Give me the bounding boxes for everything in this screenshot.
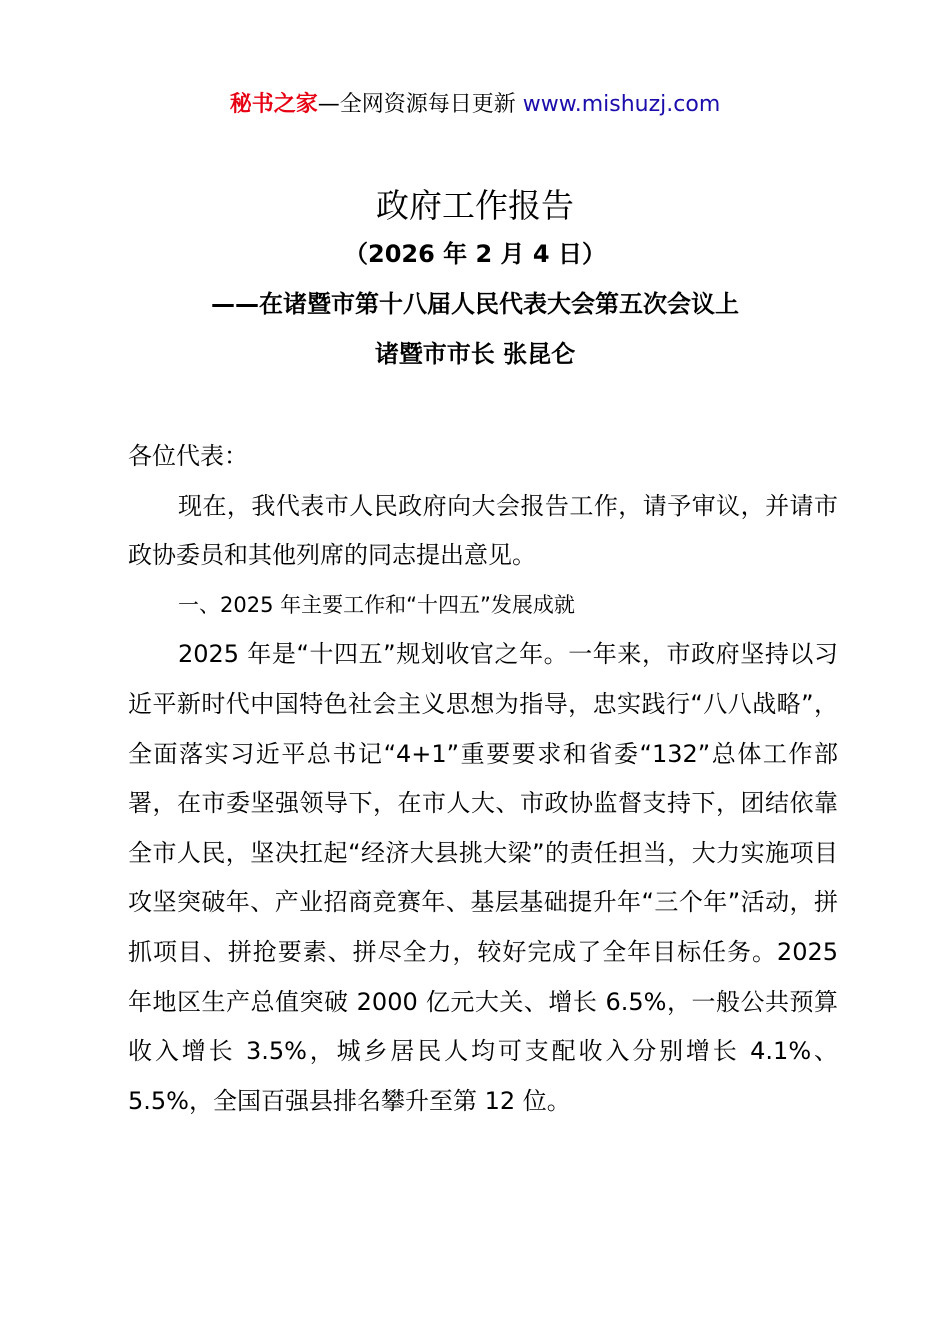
document-title: 政府工作报告 (376, 186, 574, 225)
document-speaker: 诸暨市市长 张昆仑 (374, 340, 576, 368)
document-occasion: ——在诸暨市第十八届人民代表大会第五次会议上 (211, 290, 739, 318)
section-heading: 一、2025 年主要工作和“十四五”发展成就 (178, 592, 575, 617)
body-paragraph: 2025 年是“十四五”规划收官之年。一年来，市政府坚持以习近平新时代中国特色社会主义思想为指导，忠实践行“八八战略”，全面落实习近平总书记“4+1”重要要求和省委“132”总体工作部署，在市委坚强领导下，在市人大、市政协监督支持下，团结依靠全市人民，坚决扛起“经济大县挑大梁”的责任担当，大力实施项目攻坚突破年、产业招商竞赛年、基层基础提升年“三个年”活动，拼抓项目、拼抢要素、拼尽全力，较好完成了全年目标任务。2025 年地区生产总值突破 2000 亿元大关、增长 6.5%，一般公共预算收入增长 3.5%，城乡居民人均可支配收入分别增长 4.1%、5.5%，全国百强县排名攀升至第 12 位。 (128, 640, 838, 1115)
document-body (128, 432, 838, 1126)
site-brand: 秘书之家 (229, 92, 318, 117)
intro-paragraph: 现在，我代表市人民政府向大会报告工作，请予审议，并请市政协委员和其他列席的同志提出意见。 (128, 491, 838, 570)
site-url-link[interactable]: www.mishuzj.com (522, 92, 721, 117)
salutation: 各位代表： (128, 442, 248, 470)
document-date: （2026 年 2 月 4 日） (344, 240, 606, 268)
site-tagline: —全网资源每日更新 (317, 92, 523, 117)
site-header (0, 88, 950, 122)
